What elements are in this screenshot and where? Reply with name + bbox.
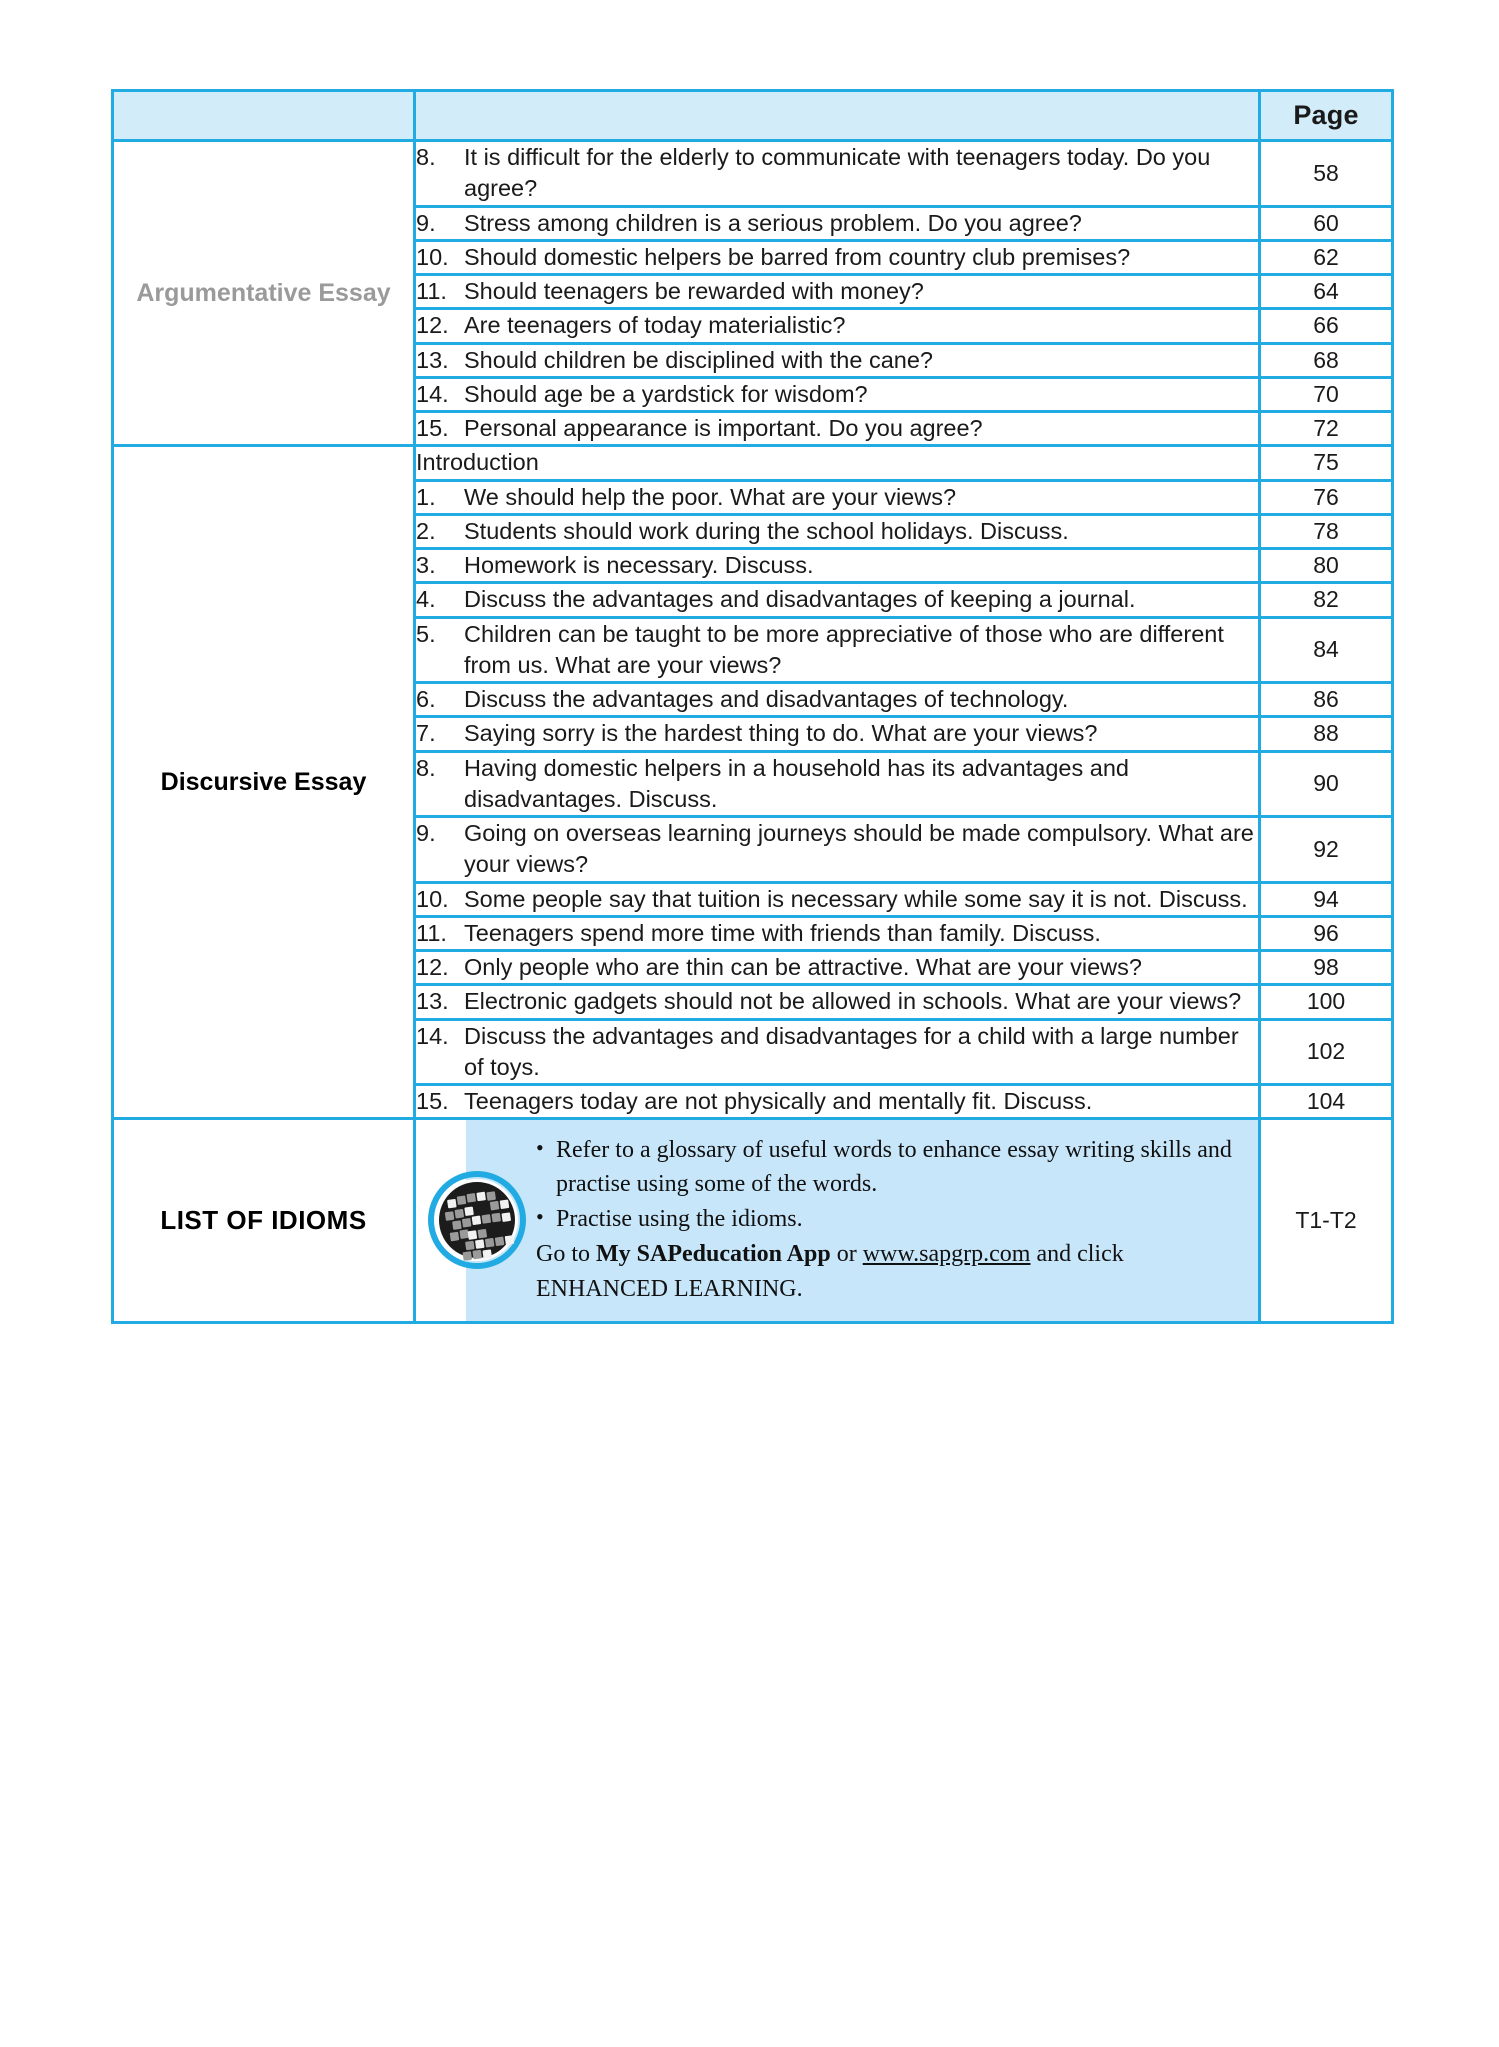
item-text: Teenagers today are not physically and mentally fit. Discuss. (464, 1088, 1093, 1114)
item-text: Discuss the advantages and disadvantages for a child with a large number of toys. (464, 1022, 1239, 1080)
note-prefix: Go to (536, 1241, 596, 1268)
item-cell (415, 951, 1260, 985)
item-number: 1. (416, 483, 436, 510)
item-cell (415, 817, 1260, 883)
page-number: 104 (1306, 1088, 1346, 1115)
page-number: 102 (1306, 1038, 1346, 1065)
bullet-text: Practise using the idioms. (556, 1206, 803, 1233)
page-number-cell (1260, 343, 1393, 377)
header-page-cell (1260, 91, 1393, 141)
item-number: 3. (416, 552, 436, 578)
table-header-row (113, 91, 1393, 141)
item-text: Discuss the advantages and disadvantages of technology. (464, 686, 1069, 712)
page-number-cell (1260, 514, 1393, 548)
page-number-cell (1260, 951, 1393, 985)
item-cell (415, 583, 1260, 617)
table-row (113, 446, 1393, 480)
item-text: Introduction (416, 449, 539, 476)
item-text: Stress among children is a serious problem. Do you agree? (464, 209, 1082, 236)
item-cell (415, 343, 1260, 377)
page-number-cell (1260, 141, 1393, 207)
item-text: We should help the poor. What are your views? (464, 483, 957, 510)
note-suffix: and click ENHANCED LEARNING. (536, 1241, 1124, 1302)
page-number: 82 (1313, 586, 1339, 613)
item-text: Electronic gadgets should not be allowed in schools. What are your views? (464, 988, 1242, 1015)
page-number-cell (1260, 549, 1393, 583)
page-number: 94 (1313, 885, 1339, 912)
item-text: Discuss the advantages and disadvantages of keeping a journal. (464, 586, 1136, 613)
item-number: 11. (416, 278, 447, 304)
page-number: 64 (1313, 278, 1339, 305)
page-number-cell (1260, 275, 1393, 309)
page-number-cell (1260, 446, 1393, 480)
item-text: Going on overseas learning journeys should be made compulsory. What are your views? (464, 820, 1254, 878)
website-link[interactable]: www.sapgrp.com (862, 1241, 1031, 1268)
page-number-cell (1260, 377, 1393, 411)
item-cell (415, 141, 1260, 207)
page-number: 72 (1313, 415, 1339, 442)
item-number: 8. (416, 144, 436, 170)
page-number: 98 (1313, 954, 1339, 981)
item-text: Should children be disciplined with the cane? (464, 346, 934, 373)
item-text: Only people who are thin can be attractive. What are your views? (464, 954, 1142, 980)
page-number-cell (1260, 1119, 1393, 1322)
item-text: Having domestic helpers in a household has its advantages and disadvantages. Discuss. (464, 754, 1129, 812)
page-number-cell (1260, 751, 1393, 817)
item-text: Should age be a yardstick for wisdom? (464, 380, 868, 407)
item-cell (415, 309, 1260, 343)
idioms-note (536, 1237, 1236, 1305)
item-cell (415, 985, 1260, 1019)
item-number: 9. (416, 209, 436, 236)
header-category-cell (113, 91, 415, 141)
item-cell (415, 751, 1260, 817)
idioms-callout-box (466, 1120, 1258, 1320)
item-number: 12. (416, 954, 449, 980)
note-middle: or (830, 1241, 863, 1268)
idioms-content-cell (415, 1119, 1260, 1322)
page-number: 68 (1313, 346, 1339, 373)
page-number-cell (1260, 1019, 1393, 1085)
item-cell (415, 617, 1260, 683)
item-cell (415, 1085, 1260, 1119)
page-number-cell (1260, 717, 1393, 751)
bullet-text: Refer to a glossary of useful words to enhance essay writing skills and practise using some of the words. (556, 1137, 1232, 1198)
page-number-cell (1260, 916, 1393, 950)
item-number: 12. (416, 312, 449, 339)
item-cell (415, 240, 1260, 274)
category-label: Argumentative Essay (136, 278, 391, 307)
page-number-cell (1260, 240, 1393, 274)
page-number-cell (1260, 882, 1393, 916)
item-number: 11. (416, 919, 447, 946)
item-number: 2. (416, 517, 436, 544)
category-label: LIST OF IDIOMS (160, 1205, 367, 1236)
page-number-cell (1260, 583, 1393, 617)
item-text: Students should work during the school holidays. Discuss. (464, 517, 1069, 544)
mosaic-circle-icon (428, 1171, 526, 1269)
item-number: 4. (416, 586, 436, 613)
item-text: Children can be taught to be more appreciative of those who are different from us. What are your views? (464, 620, 1224, 678)
item-cell (415, 514, 1260, 548)
item-number: 5. (416, 620, 436, 647)
item-text: Some people say that tuition is necessary while some say it is not. Discuss. (464, 885, 1248, 912)
page-number: 60 (1313, 209, 1339, 236)
item-cell (415, 377, 1260, 411)
item-number: 15. (416, 415, 449, 441)
page-number-cell (1260, 309, 1393, 343)
category-cell-idioms (113, 1119, 415, 1322)
item-number: 14. (416, 380, 449, 407)
item-text: Should teenagers be rewarded with money? (464, 278, 924, 304)
item-text: Are teenagers of today materialistic? (464, 312, 846, 339)
idioms-bullet-list (536, 1133, 1236, 1236)
header-item-cell (415, 91, 1260, 141)
page-number: 66 (1313, 312, 1339, 339)
page-number: 86 (1313, 686, 1339, 713)
page-number: 100 (1306, 988, 1346, 1015)
page-number: 78 (1313, 517, 1339, 544)
category-label: Discursive Essay (160, 768, 367, 796)
item-text: Should domestic helpers be barred from country club premises? (464, 243, 1131, 270)
page-number-cell (1260, 412, 1393, 446)
page-number: 88 (1313, 720, 1339, 747)
page-number: T1-T2 (1295, 1206, 1357, 1233)
header-page-label: Page (1293, 100, 1359, 130)
list-item (536, 1133, 1236, 1201)
item-number: 15. (416, 1088, 449, 1114)
page-number: 58 (1313, 159, 1339, 186)
table-row-idioms (113, 1119, 1393, 1322)
table-row (113, 141, 1393, 207)
item-cell (415, 549, 1260, 583)
item-text: Personal appearance is important. Do you agree? (464, 415, 983, 441)
page-number-cell (1260, 817, 1393, 883)
item-cell (415, 882, 1260, 916)
page-number: 70 (1313, 380, 1339, 407)
item-cell (415, 1019, 1260, 1085)
item-text: Homework is necessary. Discuss. (464, 552, 814, 578)
item-cell (415, 683, 1260, 717)
page-number: 76 (1313, 483, 1339, 510)
page-number: 90 (1313, 770, 1339, 797)
item-number: 10. (416, 243, 449, 270)
item-cell (415, 916, 1260, 950)
category-cell (113, 446, 415, 1119)
item-number: 14. (416, 1022, 449, 1049)
item-cell (415, 412, 1260, 446)
item-number: 10. (416, 885, 449, 912)
page-number: 80 (1313, 552, 1339, 579)
category-cell (113, 141, 415, 446)
item-text: Saying sorry is the hardest thing to do. What are your views? (464, 720, 1098, 747)
page-number-cell (1260, 617, 1393, 683)
item-text: It is difficult for the elderly to communicate with teenagers today. Do you agree? (464, 144, 1211, 202)
item-number: 8. (416, 754, 436, 781)
page-number-cell (1260, 1085, 1393, 1119)
item-cell (415, 717, 1260, 751)
item-number: 13. (416, 988, 449, 1015)
item-number: 9. (416, 820, 436, 846)
page-number: 84 (1313, 636, 1339, 663)
item-cell (415, 275, 1260, 309)
table-of-contents (111, 89, 1394, 1324)
list-item (536, 1202, 1236, 1236)
app-name: My SAPeducation App (596, 1241, 831, 1268)
item-number: 7. (416, 720, 436, 747)
page-number-cell (1260, 480, 1393, 514)
item-number: 6. (416, 686, 436, 712)
page-number-cell (1260, 683, 1393, 717)
item-cell (415, 206, 1260, 240)
page-number: 96 (1313, 919, 1339, 946)
item-number: 13. (416, 346, 449, 373)
item-cell (415, 446, 1260, 480)
page-number-cell (1260, 985, 1393, 1019)
page-number: 92 (1313, 835, 1339, 862)
item-cell (415, 480, 1260, 514)
page-number: 75 (1313, 449, 1339, 476)
page-number: 62 (1313, 243, 1339, 270)
item-text: Teenagers spend more time with friends than family. Discuss. (464, 919, 1101, 946)
page-number-cell (1260, 206, 1393, 240)
